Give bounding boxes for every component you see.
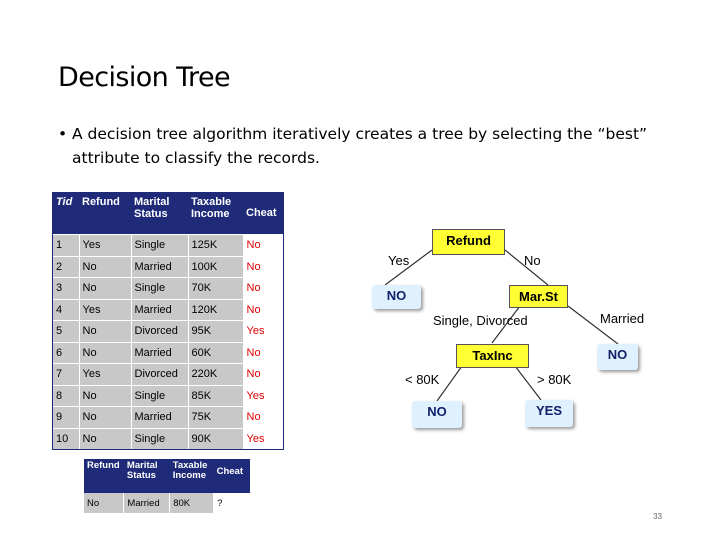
edge-label-yes: Yes	[388, 253, 410, 268]
column-header-refund: Refund	[82, 196, 120, 208]
test-cell-marital-status: Married	[124, 491, 170, 513]
node-refund: Refund	[432, 229, 505, 255]
slide-title: Decision Tree	[58, 62, 230, 93]
test-cell-refund: No	[84, 491, 124, 513]
cell-refund: Yes	[79, 299, 131, 321]
cell-tid: 2	[53, 256, 79, 278]
leaf-high-income-yes: YES	[525, 400, 573, 427]
cell-marital-status: Divorced	[131, 364, 188, 386]
cell-taxable-income: 90K	[188, 428, 243, 449]
test-header-refund: Refund	[87, 460, 120, 471]
cell-tid: 3	[53, 278, 79, 300]
column-header-tid: Tid	[56, 196, 73, 208]
bullet-marker: •	[58, 125, 68, 143]
cell-refund: No	[79, 342, 131, 364]
edge-label-married: Married	[600, 311, 645, 326]
cell-tid: 9	[53, 407, 79, 429]
cell-refund: No	[79, 256, 131, 278]
column-header-marital-status: Marital Status	[134, 196, 170, 220]
cell-taxable-income: 125K	[188, 235, 243, 257]
cell-marital-status: Married	[131, 342, 188, 364]
cell-taxable-income: 95K	[188, 321, 243, 343]
cell-tid: 4	[53, 299, 79, 321]
test-header-taxable-income: Taxable Income	[172, 460, 208, 481]
cell-cheat: No	[243, 407, 283, 429]
cell-cheat: Yes	[243, 385, 283, 407]
column-header-cheat: Cheat	[246, 207, 277, 219]
cell-taxable-income: 220K	[188, 364, 243, 386]
edge-label-no: No	[524, 253, 541, 268]
cell-marital-status: Single	[131, 385, 188, 407]
leaf-married-no: NO	[597, 344, 638, 370]
test-header-marital-status: Marital Status	[126, 460, 158, 481]
cell-refund: No	[79, 321, 131, 343]
edge-label-greater-80k: > 80K	[537, 372, 572, 387]
cell-refund: No	[79, 278, 131, 300]
node-marital-status: Mar.St	[509, 285, 568, 308]
cell-refund: Yes	[79, 364, 131, 386]
cell-tid: 1	[53, 235, 79, 257]
cell-cheat: No	[243, 342, 283, 364]
edge-label-less-80k: < 80K	[405, 372, 440, 387]
cell-tid: 7	[53, 364, 79, 386]
cell-marital-status: Married	[131, 256, 188, 278]
cell-refund: No	[79, 407, 131, 429]
cell-cheat: Yes	[243, 321, 283, 343]
cell-marital-status: Single	[131, 278, 188, 300]
edge-taxinc-low	[437, 366, 462, 401]
cell-refund: No	[79, 385, 131, 407]
test-cell-cheat: ?	[214, 491, 250, 513]
cell-tid: 6	[53, 342, 79, 364]
cell-marital-status: Married	[131, 299, 188, 321]
cell-taxable-income: 70K	[188, 278, 243, 300]
test-header-cheat: Cheat	[216, 466, 243, 477]
cell-taxable-income: 120K	[188, 299, 243, 321]
cell-cheat: No	[243, 256, 283, 278]
leaf-refund-yes-no: NO	[372, 285, 421, 309]
page-number: 33	[653, 512, 662, 521]
cell-cheat: No	[243, 364, 283, 386]
cell-refund: No	[79, 428, 131, 449]
cell-taxable-income: 100K	[188, 256, 243, 278]
cell-tid: 10	[53, 428, 79, 449]
cell-cheat: No	[243, 235, 283, 257]
leaf-low-income-no: NO	[412, 401, 462, 428]
bullet-text: A decision tree algorithm iteratively creates a tree by selecting the “best” attribute to classify the records.	[72, 125, 648, 167]
column-header-taxable-income: Taxable Income	[191, 196, 232, 220]
cell-taxable-income: 85K	[188, 385, 243, 407]
cell-marital-status: Divorced	[131, 321, 188, 343]
node-taxable-income: TaxInc	[456, 344, 529, 368]
cell-taxable-income: 60K	[188, 342, 243, 364]
cell-taxable-income: 75K	[188, 407, 243, 429]
cell-marital-status: Single	[131, 428, 188, 449]
cell-marital-status: Single	[131, 235, 188, 257]
cell-cheat: No	[243, 278, 283, 300]
cell-refund: Yes	[79, 235, 131, 257]
cell-tid: 8	[53, 385, 79, 407]
cell-tid: 5	[53, 321, 79, 343]
cell-marital-status: Married	[131, 407, 188, 429]
cell-cheat: Yes	[243, 428, 283, 449]
cell-cheat: No	[243, 299, 283, 321]
test-cell-taxable-income: 80K	[170, 491, 214, 513]
edge-label-single-divorced: Single, Divorced	[433, 313, 528, 328]
